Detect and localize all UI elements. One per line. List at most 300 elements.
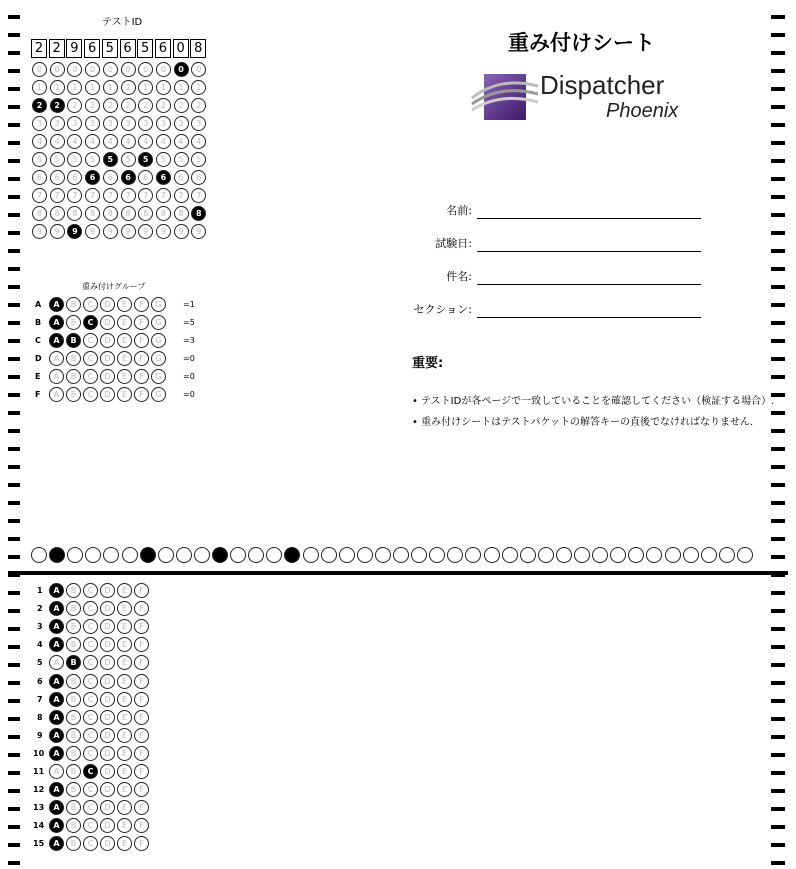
exam-date-line[interactable] [477,251,701,252]
test-id-bubble[interactable]: 0 [156,62,171,77]
answer-bubble[interactable]: F [134,800,149,815]
timing-mark [771,735,785,739]
answer-bubble[interactable]: E [117,655,132,670]
test-id-bubble[interactable]: 3 [156,116,171,131]
timing-mark [8,321,20,325]
answer-bubble[interactable]: F [134,782,149,797]
test-id-bubble[interactable]: 3 [103,116,118,131]
answer-bubble[interactable]: D [100,655,115,670]
answer-bubble-filled[interactable]: A [49,692,64,707]
answer-bubble[interactable]: B [66,692,81,707]
timing-mark [771,15,785,19]
test-id-bubble[interactable]: 6 [50,170,65,185]
answer-bubble-filled[interactable]: A [49,728,64,743]
weight-bubble[interactable]: G [151,387,166,402]
answer-bubble[interactable]: B [66,782,81,797]
test-id-bubble[interactable]: 1 [121,80,136,95]
weight-bubble[interactable]: E [117,297,132,312]
timing-mark [8,825,20,829]
weight-bubble[interactable]: E [117,315,132,330]
answer-bubble[interactable]: B [66,619,81,634]
answer-bubble-filled[interactable]: A [49,637,64,652]
test-id-bubble[interactable]: 1 [191,80,206,95]
timing-mark [8,519,20,523]
answer-bubble[interactable]: F [134,818,149,833]
test-id-bubble[interactable]: 5 [191,152,206,167]
timing-mark [8,447,20,451]
test-id-bubble[interactable]: 0 [85,62,100,77]
answer-bubble[interactable]: E [117,692,132,707]
weight-bubble[interactable]: B [66,315,81,330]
weight-bubble[interactable]: G [151,351,166,366]
answer-bubble[interactable]: E [117,728,132,743]
weight-row-label: D [35,354,42,363]
test-id-bubble[interactable]: 4 [50,134,65,149]
answer-bubble-filled[interactable]: A [49,601,64,616]
test-id-bubble-filled[interactable]: 5 [138,152,153,167]
weight-group-label: 重み付けグループ [82,282,146,291]
timing-mark [8,465,20,469]
test-id-bubble[interactable]: 4 [174,134,189,149]
test-id-bubble[interactable]: 6 [103,170,118,185]
weight-bubble[interactable]: B [66,351,81,366]
timing-bubble [683,547,699,563]
answer-bubble[interactable]: C [83,619,98,634]
test-id-bubble[interactable]: 0 [103,62,118,77]
test-id-bubble[interactable]: 8 [121,206,136,221]
answer-bubble[interactable]: F [134,692,149,707]
weight-bubble[interactable]: E [117,387,132,402]
answer-bubble[interactable]: C [83,836,98,851]
answer-bubble[interactable]: D [100,692,115,707]
test-id-bubble[interactable]: 3 [32,116,47,131]
test-id-bubble[interactable]: 9 [85,224,100,239]
answer-bubble[interactable]: D [100,710,115,725]
timing-mark [771,825,785,829]
weight-bubble[interactable]: B [66,369,81,384]
timing-mark [771,843,785,847]
timing-bubble [737,547,753,563]
timing-bubble [67,547,83,563]
answer-bubble[interactable]: F [134,583,149,598]
weight-bubble[interactable]: C [83,351,98,366]
timing-mark [771,177,785,181]
test-id-bubble[interactable]: 7 [50,188,65,203]
timing-mark [771,267,785,271]
timing-bubble [176,547,192,563]
answer-bubble[interactable]: D [100,746,115,761]
timing-bubble [574,547,590,563]
answer-bubble[interactable]: E [117,764,132,779]
answer-bubble[interactable]: C [83,782,98,797]
weight-bubble-filled[interactable]: C [83,315,98,330]
answer-bubble[interactable]: B [66,764,81,779]
answer-bubble[interactable]: A [49,764,64,779]
answer-bubble[interactable]: D [100,637,115,652]
answer-bubble-filled[interactable]: A [49,583,64,598]
test-id-bubble[interactable]: 7 [67,188,82,203]
test-id-label: テストID [102,17,143,28]
test-id-bubble[interactable]: 3 [67,116,82,131]
test-id-bubble[interactable]: 9 [138,224,153,239]
test-id-bubble[interactable]: 0 [121,62,136,77]
answer-bubble-filled[interactable]: A [49,710,64,725]
test-id-bubble-filled[interactable]: 6 [121,170,136,185]
weight-bubble[interactable]: C [83,387,98,402]
answer-bubble-filled[interactable]: A [49,674,64,689]
subject-line[interactable] [477,284,701,285]
test-id-bubble-filled[interactable]: 6 [85,170,100,185]
answer-bubble[interactable]: D [100,728,115,743]
test-id-bubble[interactable]: 9 [156,224,171,239]
answer-bubble[interactable]: C [83,692,98,707]
test-id-bubble[interactable]: 7 [191,188,206,203]
answer-bubble[interactable]: D [100,601,115,616]
test-id-bubble[interactable]: 8 [174,206,189,221]
test-id-bubble[interactable]: 5 [156,152,171,167]
answer-bubble-filled[interactable]: A [49,746,64,761]
test-id-bubble[interactable]: 4 [85,134,100,149]
answer-bubble-filled[interactable]: A [49,782,64,797]
weight-row-label: F [35,390,41,399]
test-id-bubble[interactable]: 1 [138,80,153,95]
weight-bubble[interactable]: G [151,369,166,384]
weight-bubble[interactable]: A [49,351,64,366]
test-id-bubble[interactable]: 3 [121,116,136,131]
test-id-bubble[interactable]: 6 [191,170,206,185]
answer-bubble[interactable]: D [100,619,115,634]
answer-bubble[interactable]: D [100,764,115,779]
section-line[interactable] [477,317,701,318]
test-id-bubble[interactable]: 2 [67,98,82,113]
test-id-digit-box: 5 [137,39,153,58]
answer-bubble[interactable]: E [117,836,132,851]
test-id-bubble[interactable]: 2 [138,98,153,113]
timing-mark [771,807,785,811]
timing-bubble [375,547,391,563]
timing-mark [8,645,20,649]
test-id-bubble[interactable]: 8 [32,206,47,221]
test-id-bubble[interactable]: 3 [174,116,189,131]
test-id-bubble[interactable]: 3 [50,116,65,131]
timing-bubble [447,547,463,563]
timing-mark [771,33,785,37]
weight-bubble[interactable]: F [134,387,149,402]
answer-bubble[interactable]: E [117,601,132,616]
test-id-bubble[interactable]: 4 [156,134,171,149]
weight-bubble[interactable]: F [134,333,149,348]
answer-bubble[interactable]: E [117,674,132,689]
test-id-bubble-filled[interactable]: 2 [32,98,47,113]
answer-bubble[interactable]: B [66,674,81,689]
question-number: 12 [33,785,45,795]
test-id-bubble[interactable]: 8 [50,206,65,221]
test-id-bubble[interactable]: 2 [156,98,171,113]
answer-bubble[interactable]: D [100,674,115,689]
question-number: 8 [37,712,43,722]
test-id-bubble[interactable]: 4 [121,134,136,149]
test-id-bubble[interactable]: 7 [156,188,171,203]
timing-mark [771,69,785,73]
answer-bubble[interactable]: C [83,637,98,652]
test-id-bubble[interactable]: 6 [138,170,153,185]
timing-bubble [31,547,47,563]
weight-bubble[interactable]: D [100,333,115,348]
answer-bubble[interactable]: D [100,836,115,851]
test-id-bubble[interactable]: 0 [138,62,153,77]
answer-bubble[interactable]: C [83,746,98,761]
answer-bubble[interactable]: B [66,710,81,725]
answer-bubble[interactable]: C [83,583,98,598]
weight-bubble[interactable]: E [117,333,132,348]
answer-bubble[interactable]: E [117,800,132,815]
answer-bubble[interactable]: F [134,619,149,634]
answer-bubble[interactable]: F [134,836,149,851]
answer-bubble[interactable]: C [83,674,98,689]
test-id-bubble[interactable]: 0 [50,62,65,77]
weight-bubble[interactable]: C [83,297,98,312]
test-id-bubble[interactable]: 8 [67,206,82,221]
test-id-bubble-filled[interactable]: 9 [67,224,82,239]
timing-bubble [701,547,717,563]
answer-bubble[interactable]: B [66,601,81,616]
timing-mark [8,753,20,757]
test-id-bubble[interactable]: 2 [174,98,189,113]
test-id-bubble[interactable]: 4 [103,134,118,149]
test-id-bubble[interactable]: 9 [121,224,136,239]
weight-bubble[interactable]: D [100,315,115,330]
question-number: 2 [37,604,43,614]
test-id-bubble[interactable]: 7 [138,188,153,203]
answer-bubble[interactable]: E [117,619,132,634]
test-id-bubble[interactable]: 1 [156,80,171,95]
answer-bubble[interactable]: C [83,710,98,725]
test-id-bubble[interactable]: 1 [67,80,82,95]
weight-bubble[interactable]: B [66,297,81,312]
question-number: 15 [33,839,45,849]
timing-mark [771,627,785,631]
test-id-bubble-filled[interactable]: 0 [174,62,189,77]
weight-bubble[interactable]: D [100,297,115,312]
test-id-bubble[interactable]: 8 [103,206,118,221]
test-id-digit-box: 5 [102,39,118,58]
weight-bubble[interactable]: G [151,315,166,330]
answer-bubble[interactable]: B [66,836,81,851]
answer-bubble[interactable]: C [83,655,98,670]
test-id-bubble[interactable]: 7 [121,188,136,203]
test-id-bubble[interactable]: 8 [85,206,100,221]
answer-bubble[interactable]: F [134,601,149,616]
answer-bubble[interactable]: B [66,800,81,815]
answer-bubble-filled[interactable]: A [49,836,64,851]
timing-mark [771,285,785,289]
weight-bubble[interactable]: A [49,387,64,402]
answer-bubble[interactable]: D [100,782,115,797]
test-id-bubble[interactable]: 5 [174,152,189,167]
test-id-digit-box: 6 [155,39,171,58]
weight-bubble[interactable]: E [117,369,132,384]
test-id-bubble[interactable]: 4 [67,134,82,149]
test-id-bubble[interactable]: 1 [103,80,118,95]
name-label: 名前: [446,204,472,217]
answer-bubble-filled[interactable]: A [49,800,64,815]
test-id-bubble[interactable]: 2 [85,98,100,113]
answer-bubble[interactable]: B [66,728,81,743]
timing-bubble [411,547,427,563]
test-id-bubble[interactable]: 9 [174,224,189,239]
answer-bubble[interactable]: E [117,637,132,652]
test-id-bubble[interactable]: 6 [174,170,189,185]
weight-bubble[interactable]: F [134,297,149,312]
test-id-bubble[interactable]: 6 [32,170,47,185]
weight-bubble[interactable]: G [151,333,166,348]
answer-bubble[interactable]: F [134,710,149,725]
test-id-bubble[interactable]: 7 [85,188,100,203]
answer-bubble[interactable]: E [117,818,132,833]
answer-bubble[interactable]: F [134,746,149,761]
test-id-bubble[interactable]: 3 [138,116,153,131]
test-id-bubble-filled[interactable]: 6 [156,170,171,185]
test-id-bubble[interactable]: 7 [32,188,47,203]
test-id-bubble-filled[interactable]: 5 [103,152,118,167]
test-id-bubble[interactable]: 8 [138,206,153,221]
weight-bubble[interactable]: D [100,351,115,366]
name-line[interactable] [477,218,701,219]
timing-mark [8,411,20,415]
test-id-bubble[interactable]: 0 [67,62,82,77]
test-id-bubble[interactable]: 9 [103,224,118,239]
answer-bubble[interactable]: F [134,655,149,670]
test-id-bubble[interactable]: 4 [138,134,153,149]
weight-bubble[interactable]: F [134,351,149,366]
answer-bubble[interactable]: C [83,601,98,616]
test-id-bubble[interactable]: 1 [32,80,47,95]
test-id-bubble[interactable]: 7 [103,188,118,203]
answer-bubble[interactable]: C [83,800,98,815]
answer-bubble-filled[interactable]: B [66,655,81,670]
answer-bubble-filled[interactable]: C [83,764,98,779]
test-id-bubble[interactable]: 2 [103,98,118,113]
weight-bubble[interactable]: D [100,387,115,402]
timing-bubble [158,547,174,563]
weight-row-label: B [35,318,42,327]
answer-bubble[interactable]: E [117,782,132,797]
test-id-bubble[interactable]: 2 [121,98,136,113]
timing-bubble [339,547,355,563]
timing-mark [8,267,20,271]
timing-mark [771,789,785,793]
answer-bubble[interactable]: E [117,746,132,761]
weight-bubble[interactable]: B [66,387,81,402]
test-id-bubble[interactable]: 3 [85,116,100,131]
weight-bubble-filled[interactable]: A [49,297,64,312]
timing-mark [771,465,785,469]
test-id-bubble-filled[interactable]: 2 [50,98,65,113]
timing-mark [771,771,785,775]
answer-bubble[interactable]: B [66,637,81,652]
section-label: セクション: [413,303,472,316]
test-id-bubble[interactable]: 7 [174,188,189,203]
exam-date-label: 試験日: [435,237,472,250]
answer-bubble[interactable]: C [83,728,98,743]
answer-bubble-filled[interactable]: A [49,619,64,634]
test-id-bubble[interactable]: 1 [85,80,100,95]
test-id-bubble[interactable]: 0 [191,62,206,77]
weight-row-label: C [35,336,41,345]
logo-name-line1: Dispatcher [540,70,665,100]
answer-bubble[interactable]: F [134,637,149,652]
answer-bubble[interactable]: A [49,655,64,670]
answer-bubble[interactable]: D [100,818,115,833]
test-id-bubble[interactable]: 9 [50,224,65,239]
weight-bubble[interactable]: C [83,333,98,348]
test-id-bubble[interactable]: 5 [50,152,65,167]
weight-bubble[interactable]: F [134,369,149,384]
test-id-bubble-filled[interactable]: 8 [191,206,206,221]
answer-bubble[interactable]: D [100,800,115,815]
timing-mark [771,699,785,703]
test-id-bubble[interactable]: 4 [191,134,206,149]
test-id-bubble[interactable]: 8 [156,206,171,221]
sheet-title: 重み付けシート [508,31,655,55]
weight-bubble[interactable]: E [117,351,132,366]
answer-bubble[interactable]: E [117,583,132,598]
answer-bubble-filled[interactable]: A [49,818,64,833]
test-id-bubble[interactable]: 9 [32,224,47,239]
test-id-bubble[interactable]: 4 [32,134,47,149]
timing-mark [8,627,20,631]
timing-bubble [85,547,101,563]
test-id-bubble[interactable]: 3 [191,116,206,131]
test-id-bubble[interactable]: 1 [50,80,65,95]
weight-bubble[interactable]: A [49,369,64,384]
test-id-bubble[interactable]: 5 [121,152,136,167]
weight-bubble-filled[interactable]: A [49,333,64,348]
test-id-bubble[interactable]: 1 [174,80,189,95]
weight-bubble-filled[interactable]: A [49,315,64,330]
test-id-bubble[interactable]: 5 [32,152,47,167]
answer-bubble[interactable]: E [117,710,132,725]
timing-mark [771,753,785,757]
answer-bubble[interactable]: F [134,728,149,743]
timing-mark [8,681,20,685]
test-id-bubble[interactable]: 5 [67,152,82,167]
answer-bubble[interactable]: B [66,583,81,598]
test-id-bubble[interactable]: 0 [32,62,47,77]
weight-bubble-filled[interactable]: B [66,333,81,348]
answer-bubble[interactable]: C [83,818,98,833]
weight-value: =0 [183,390,195,399]
answer-bubble[interactable]: F [134,764,149,779]
weight-bubble[interactable]: D [100,369,115,384]
test-id-bubble[interactable]: 5 [85,152,100,167]
test-id-bubble[interactable]: 9 [191,224,206,239]
timing-mark [8,159,20,163]
answer-bubble[interactable]: D [100,583,115,598]
test-id-bubble[interactable]: 2 [191,98,206,113]
weight-bubble[interactable]: F [134,315,149,330]
weight-value: =5 [183,318,195,327]
weight-bubble[interactable]: C [83,369,98,384]
answer-bubble[interactable]: B [66,746,81,761]
timing-mark [8,141,20,145]
logo-name-line2: Phoenix [606,100,679,122]
test-id-bubble[interactable]: 6 [67,170,82,185]
weight-bubble[interactable]: G [151,297,166,312]
test-id-digit-box: 6 [84,39,100,58]
answer-bubble[interactable]: B [66,818,81,833]
answer-bubble[interactable]: F [134,674,149,689]
